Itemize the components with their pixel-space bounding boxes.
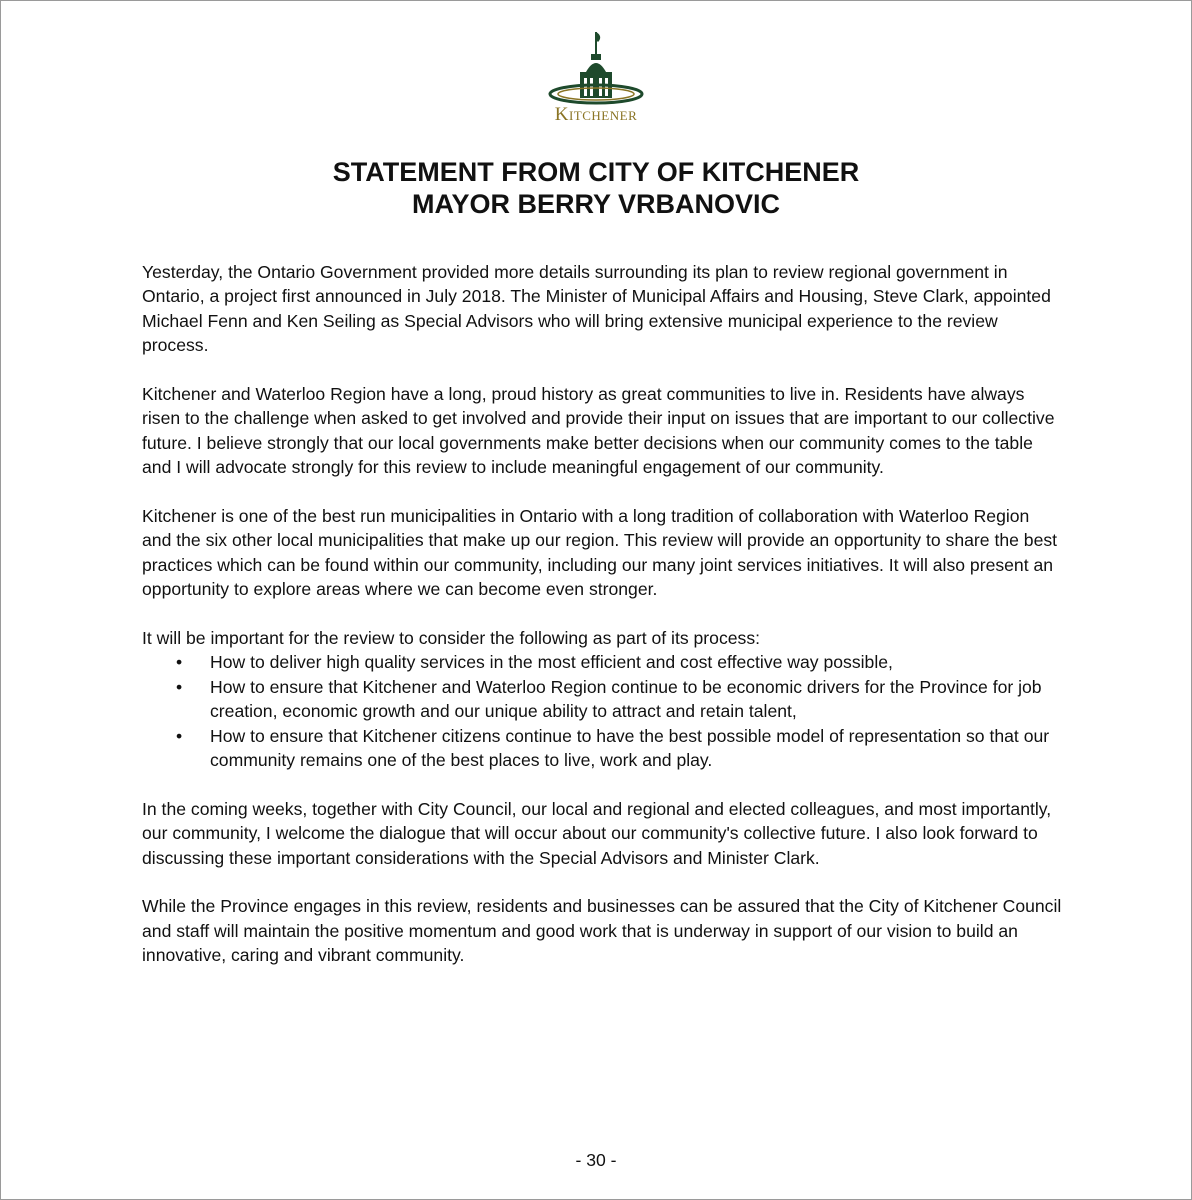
paragraph: Yesterday, the Ontario Government provided more details surrounding its plan to review regional government in Ontario, a project first announced in July 2018. The Minister of Municipal Affairs and Housing, Steve Clark, appointed Michael Fenn and Ken Seiling as Special Advisors who will bring extensive municipal experience to the review process. [142,262,1051,356]
list-item [142,724,1062,773]
statement-body [142,260,1062,992]
list-item [142,675,1062,724]
kitchener-logo [520,24,672,136]
logo-wordmark: Kitchener [554,104,638,125]
title-line-2: MAYOR BERRY VRBANOVIC [411,189,781,219]
page-number: - 30 - [575,1150,617,1170]
list-item-text: How to deliver high quality services in the most efficient and cost effective way possible, [210,652,893,673]
considerations-list [142,650,1062,772]
paragraph: In the coming weeks, together with City Council, our local and regional and elected colleagues, and most importantly, our community, I welcome the dialogue that will occur about our community's collective future. I also look forward to discussing these important considerations with the Special Advisors and Minister Clark. [142,798,1052,868]
paragraph: Kitchener and Waterloo Region have a long, proud history as great communities to live in. Residents have always risen to the challenge when asked to get involved and provide their input on issues that are important to our collective future. I believe strongly that our local governments make better decisions when our community comes to the table and I will advocate strongly for this review to include meaningful engagement of our community. [142,384,1055,478]
bullet-icon: • [176,676,183,697]
title-line-1: STATEMENT FROM CITY OF KITCHENER [332,157,860,187]
list-item [142,650,1062,674]
statement-title [0,156,1192,220]
list-item-text: How to ensure that Kitchener and Waterloo Region continue to be economic drivers for the Province for job creation, economic growth and our unique ability to attract and retain talent, [210,676,1042,722]
paragraph: Kitchener is one of the best run municipalities in Ontario with a long tradition of collaboration with Waterloo Region and the six other local municipalities that make up our region. This review will provide an opportunity to share the best practices which can be found within our community, including our many joint services initiatives. It will also present an opportunity to explore areas where we can become even stronger. [142,506,1058,600]
list-intro: It will be important for the review to consider the following as part of its process: [142,628,761,649]
bullet-icon: • [176,725,183,746]
list-item-text: How to ensure that Kitchener citizens continue to have the best possible model of representation so that our community remains one of the best places to live, work and play. [210,725,1050,771]
paragraph: While the Province engages in this review, residents and businesses can be assured that the City of Kitchener Council and staff will maintain the positive momentum and good work that is underway in support of our vision to build an innovative, caring and vibrant community. [142,896,1062,966]
bullet-icon: • [176,652,183,673]
